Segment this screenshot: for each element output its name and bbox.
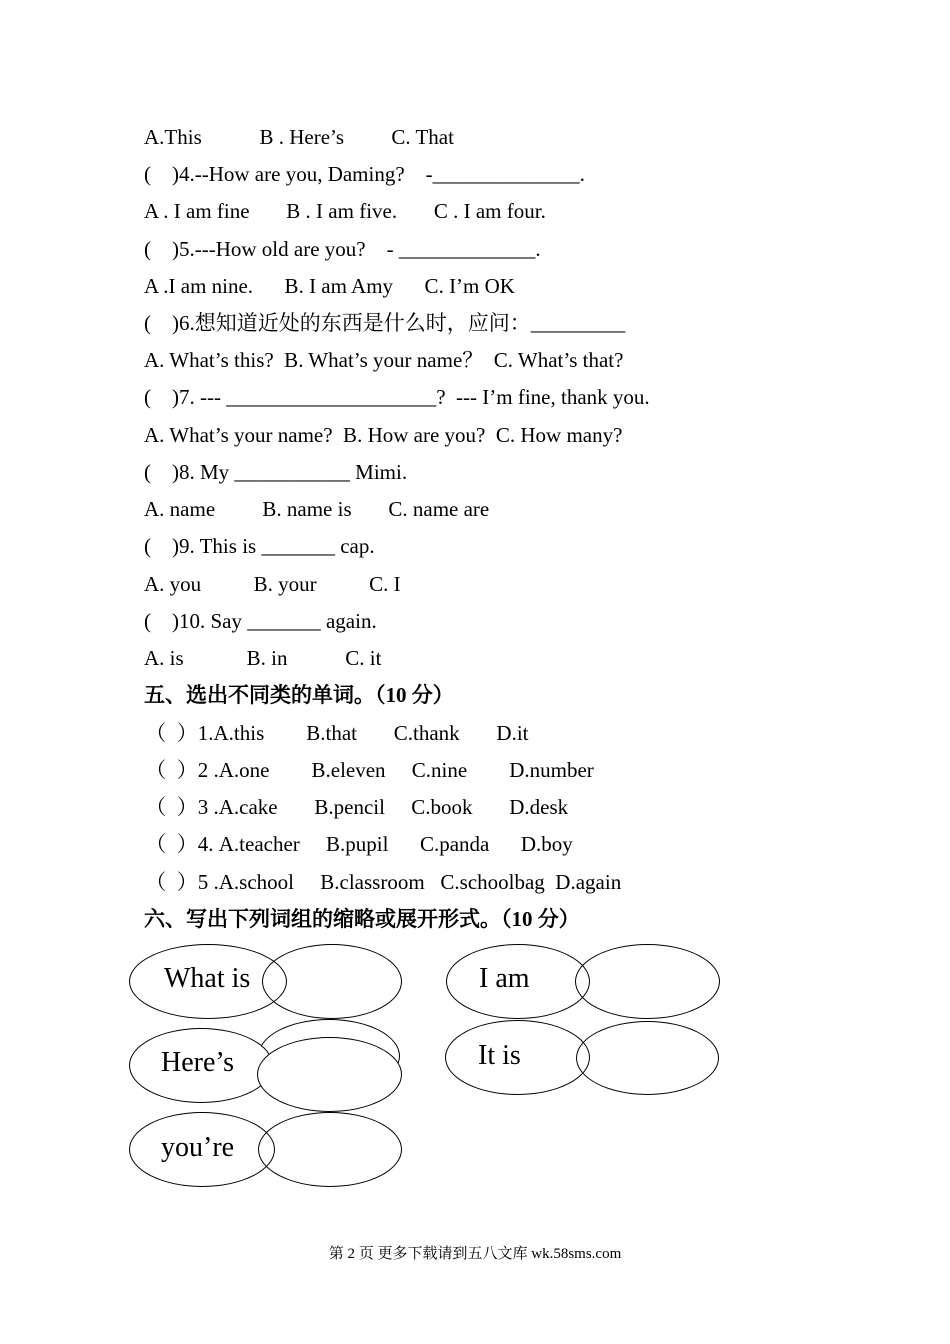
section5-item: （ ）1.A.this B.that C.thank D.it (140, 721, 529, 745)
question-line: ( )10. Say _______ again. (144, 609, 377, 633)
section5-heading: 五、选出不同类的单词。（10 分） (144, 683, 454, 707)
answer-oval[interactable] (575, 944, 720, 1019)
section6-heading: 六、写出下列词组的缩略或展开形式。（10 分） (144, 907, 580, 931)
question-line: ( )4.--How are you, Daming? -______________. (144, 162, 585, 186)
word-it-is: It is (478, 1040, 521, 1071)
option-line: A. name B. name is C. name are (144, 497, 490, 521)
option-line: A .I am nine. B. I am Amy C. I’m OK (144, 274, 515, 298)
section5-item: （ ）2 .A.one B.eleven C.nine D.number (140, 758, 594, 782)
page-footer: 第 2 页 更多下载请到五八文库 wk.58sms.com (328, 1246, 622, 1262)
section5-item: （ ）5 .A.school B.classroom C.schoolbag D.again (140, 870, 622, 894)
option-line: A. What’s your name? B. How are you? C. How many? (144, 423, 623, 447)
word-i-am: I am (479, 963, 530, 994)
question-line: ( )7. --- ____________________? --- I’m fine, thank you. (144, 385, 650, 409)
answer-oval[interactable] (576, 1021, 719, 1095)
word-what-is: What is (164, 963, 251, 994)
option-line: A . I am fine B . I am five. C . I am four. (144, 199, 546, 223)
option-line: A. What’s this? B. What’s your name？ C. What’s that? (144, 348, 624, 372)
word-youre: you’re (161, 1132, 235, 1163)
question-line: ( )9. This is _______ cap. (144, 534, 375, 558)
answer-oval[interactable] (257, 1037, 402, 1112)
option-line: A.This B . Here’s C. That (144, 125, 454, 149)
option-line: A. you B. your C. I (144, 572, 401, 596)
answer-oval[interactable] (258, 1112, 402, 1187)
option-line: A. is B. in C. it (144, 646, 382, 670)
answer-oval[interactable] (262, 944, 402, 1019)
word-heres: Here’s (161, 1047, 235, 1078)
section5-item: （ ）4. A.teacher B.pupil C.panda D.boy (140, 832, 573, 856)
question-line: ( )5.---How old are you? - _____________. (144, 237, 541, 261)
question-line: ( )8. My ___________ Mimi. (144, 460, 408, 484)
question-line: ( )6.想知道近处的东西是什么时，应问：_________ (144, 311, 626, 335)
section5-item: （ ）3 .A.cake B.pencil C.book D.desk (140, 795, 569, 819)
